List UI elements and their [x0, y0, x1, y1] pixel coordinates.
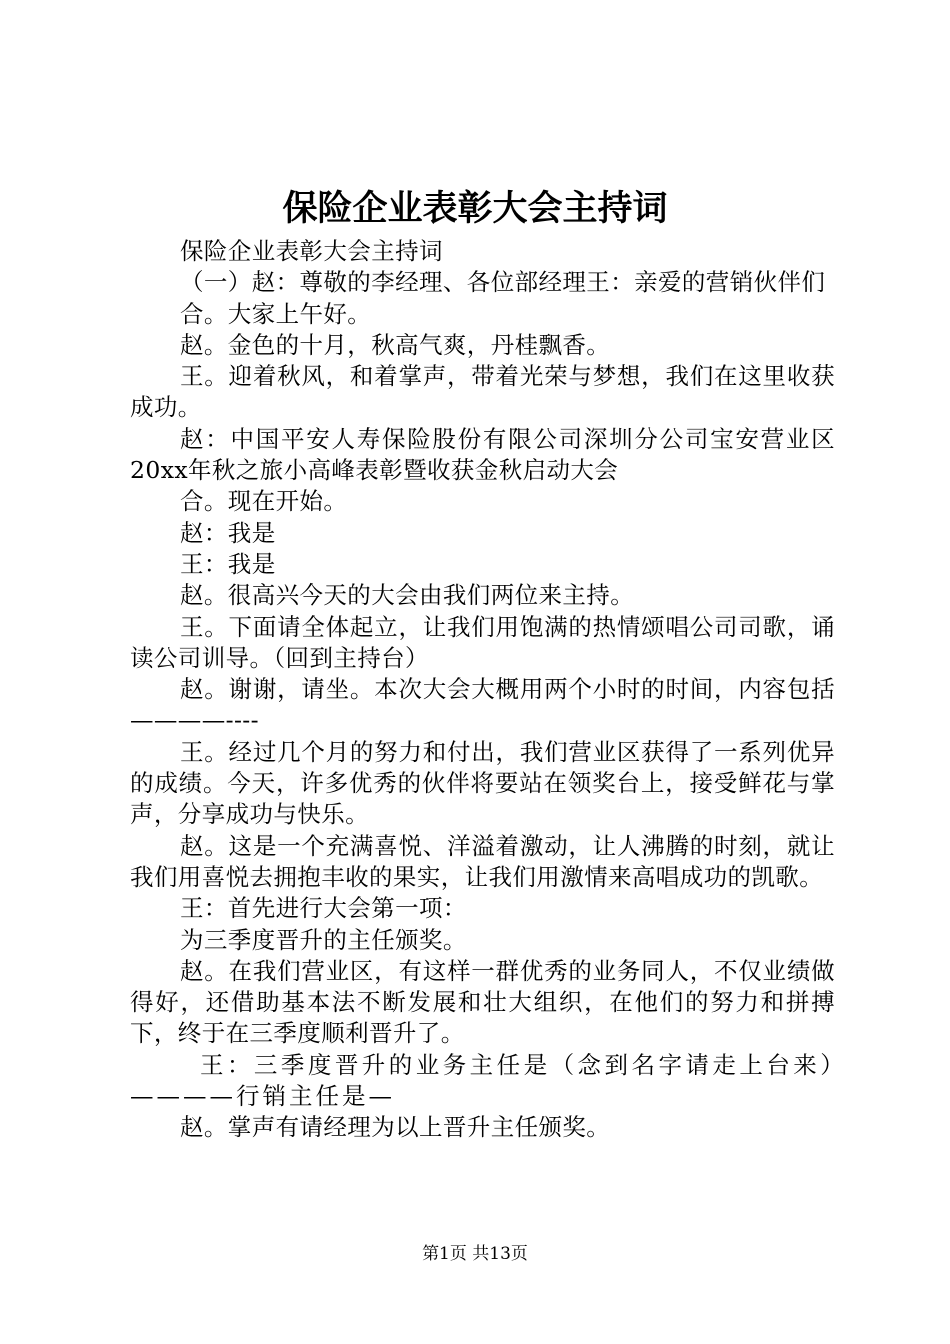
- document-title: 保险企业表彰大会主持词: [282, 188, 668, 229]
- paragraph: 赵：中国平安人寿保险股份有限公司深圳分公司宝安营业区20xx年秋之旅小高峰表彰暨收获金秋启动大会: [130, 424, 835, 485]
- paragraph: 赵。这是一个充满喜悦、洋溢着激动，让人沸腾的时刻，就让我们用喜悦去拥抱丰收的果实，让我们用激情来高唱成功的凯歌。: [130, 831, 835, 891]
- paragraph: 王。下面请全体起立，让我们用饱满的热情颂唱公司司歌，诵读公司训导。（回到主持台）: [130, 612, 835, 672]
- paragraph: 为三季度晋升的主任颁奖。: [180, 925, 467, 954]
- paragraph: 王：三季度晋升的业务主任是（念到名字请走上台来）————行销主任是—: [130, 1050, 835, 1111]
- paragraph: 保险企业表彰大会主持词: [180, 237, 443, 265]
- paragraph: 赵。掌声有请经理为以上晋升主任颁奖。: [180, 1113, 611, 1142]
- paragraph: 合。现在开始。: [180, 487, 348, 516]
- paragraph: 合。大家上午好。: [180, 299, 372, 328]
- paragraph: 王。迎着秋风，和着掌声，带着光荣与梦想，我们在这里收获成功。: [130, 362, 835, 422]
- paragraph: （一）赵：尊敬的李经理、各位部经理王：亲爱的营销伙伴们: [180, 268, 826, 297]
- page-number-footer: 第1页 共13页: [422, 1244, 528, 1264]
- paragraph: 赵。在我们营业区，有这样一群优秀的业务同人，不仅业绩做得好，还借助基本法不断发展和壮大组织，在他们的努力和拼搏下，终于在三季度顺利晋升了。: [130, 956, 835, 1048]
- paragraph: 王。经过几个月的努力和付出，我们营业区获得了一系列优异的成绩。今天，许多优秀的伙伴将要站在领奖台上，接受鲜花与掌声，分享成功与快乐。: [130, 737, 835, 829]
- paragraph: 王：我是: [180, 549, 276, 578]
- paragraph: 赵。很高兴今天的大会由我们两位来主持。: [180, 581, 635, 610]
- paragraph: 赵：我是: [180, 518, 276, 547]
- paragraph: 赵。谢谢，请坐。本次大会大概用两个小时的时间，内容包括————----: [130, 675, 835, 735]
- paragraph: 赵。金色的十月，秋高气爽，丹桂飘香。: [180, 330, 611, 359]
- document-body: [130, 236, 835, 1144]
- paragraph: 王：首先进行大会第一项：: [180, 894, 467, 923]
